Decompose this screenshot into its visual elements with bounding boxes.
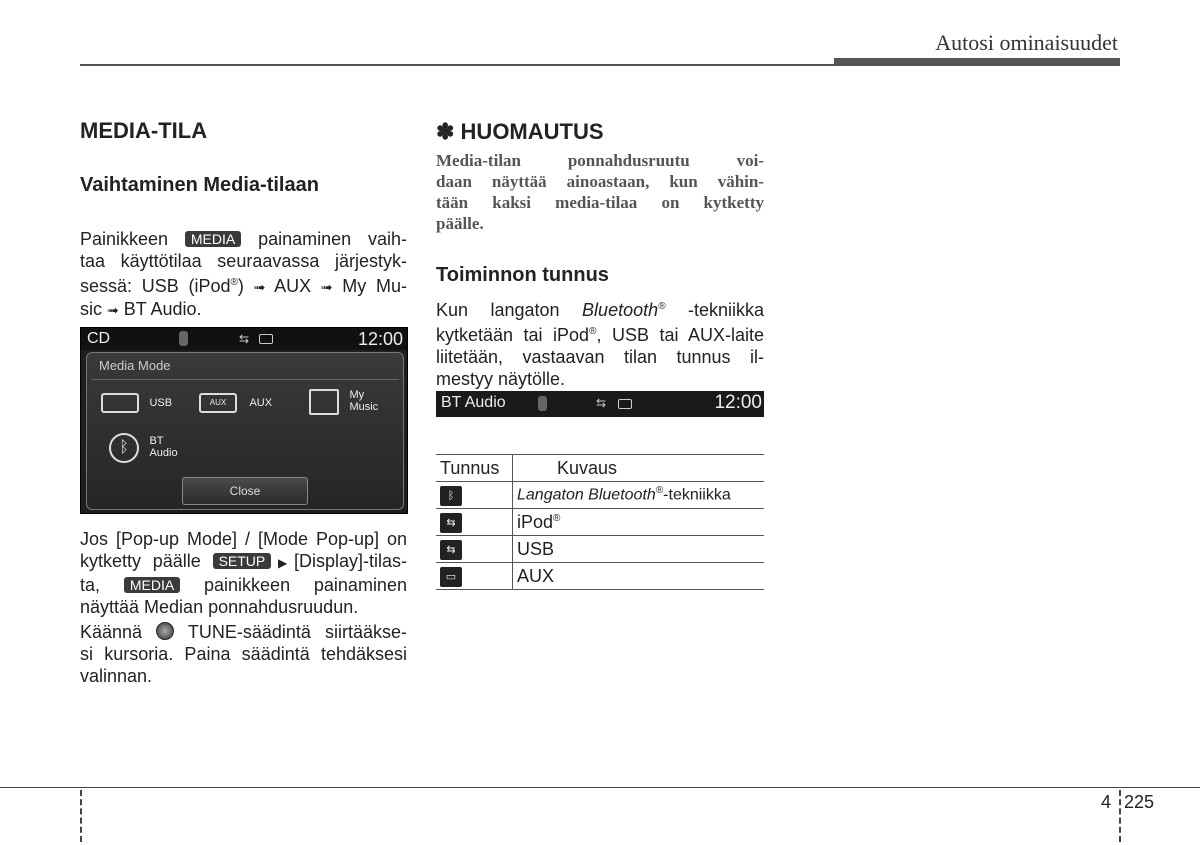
paragraph-3: Käännä TUNE-säädintä siirtääkse- si kursoria. Paina säädintä tehdäksesi valinnan.: [80, 622, 407, 686]
close-button[interactable]: Close: [182, 477, 308, 505]
tune-knob-icon: [156, 622, 174, 640]
arrow-icon: ➟: [107, 302, 119, 318]
bluetooth-icon: ᛒ: [440, 486, 462, 506]
table-row: ᛒ Langaton Bluetooth®-tekniikka: [436, 482, 764, 509]
chapter-number: 4: [1101, 792, 1112, 812]
media-mode-popup: [86, 352, 404, 510]
cut-mark: [1119, 790, 1121, 842]
clock: 12:00: [357, 329, 403, 349]
arrow-icon: ➟: [253, 279, 266, 295]
bluetooth-circle-icon: ᛒ: [109, 433, 139, 463]
aux-icon: ▭: [440, 567, 462, 587]
icon-table: [436, 454, 764, 590]
aux-status-icon: [618, 399, 632, 409]
source-label: BT Audio: [441, 394, 506, 411]
subheading-2: Toiminnon tunnus: [436, 264, 609, 286]
bt-audio-status-bar: [436, 391, 764, 417]
usb-option[interactable]: USB: [101, 393, 172, 413]
media-button-label: MEDIA: [124, 577, 180, 593]
aux-icon: AUX: [199, 393, 237, 413]
table-header: Tunnus Kuvaus: [436, 455, 764, 482]
usb-icon: ⇆: [440, 540, 462, 560]
section-heading: MEDIA-TILA: [80, 118, 208, 143]
my-music-option[interactable]: My Music: [309, 389, 378, 415]
clock: 12:00: [714, 392, 762, 413]
source-label: CD: [87, 330, 111, 347]
popup-title: Media Mode: [99, 358, 171, 373]
popup-divider: [91, 379, 399, 380]
subheading: Vaihtaminen Media-tilaan: [80, 174, 319, 196]
paragraph-4: Kun langaton Bluetooth® -tekniikka kytketään tai iPod®, USB tai AUX-laite liitetään, vastaavan tilan tunnus il- mestyy näytölle.: [436, 300, 764, 389]
table-row: ⇆ USB: [436, 536, 764, 563]
usb-status-icon: ⇆: [596, 396, 607, 410]
aux-option[interactable]: AUX AUX: [199, 393, 272, 413]
media-mode-screen: [80, 327, 408, 514]
table-row: ▭ AUX: [436, 563, 764, 590]
ipod-usb-icon: ⇆: [440, 513, 462, 533]
cut-mark: [80, 790, 82, 842]
aux-status-icon: [259, 334, 273, 344]
note-heading: ✽ HUOMAUTUS: [436, 119, 604, 144]
usb-status-icon: ⇆: [239, 332, 250, 346]
table-row: ⇆ iPod®: [436, 509, 764, 536]
footer-rule: [0, 787, 1200, 788]
paragraph-1: Painikkeen MEDIA painaminen vaih- taa käyttötilaa seuraavassa järjestyk- sessä: USB (iPod®) ➟ AUX ➟ My Mu- sic ➟ BT Audio.: [80, 229, 407, 319]
media-button-label: MEDIA: [185, 231, 241, 247]
usb-icon: [101, 393, 139, 413]
status-bar: [81, 328, 407, 350]
running-header: Autosi ominaisuudet: [935, 30, 1118, 55]
paragraph-2: Jos [Pop-up Mode] / [Mode Pop-up] on kytketty päälle SETUP ▶[Display]-tilas- ta, MEDIA painikkeen painaminen näyttää Median ponnahdusruudun.: [80, 529, 407, 617]
bluetooth-icon: [538, 396, 547, 411]
bluetooth-icon: [179, 331, 188, 346]
arrow-right-icon: ▶: [271, 556, 294, 570]
note-text: Media-tilan ponnahdusruutu voi- daan näyttää ainoastaan, kun vähin- tään kaksi media-tilaa on kytketty päälle.: [436, 151, 764, 233]
page-number: 225: [1124, 792, 1155, 812]
header-rule: [80, 64, 1120, 66]
arrow-icon: ➟: [320, 279, 333, 295]
bt-audio-option[interactable]: ᛒ BT Audio: [109, 433, 178, 463]
folder-music-icon: [309, 389, 339, 415]
setup-button-label: SETUP: [213, 553, 272, 569]
